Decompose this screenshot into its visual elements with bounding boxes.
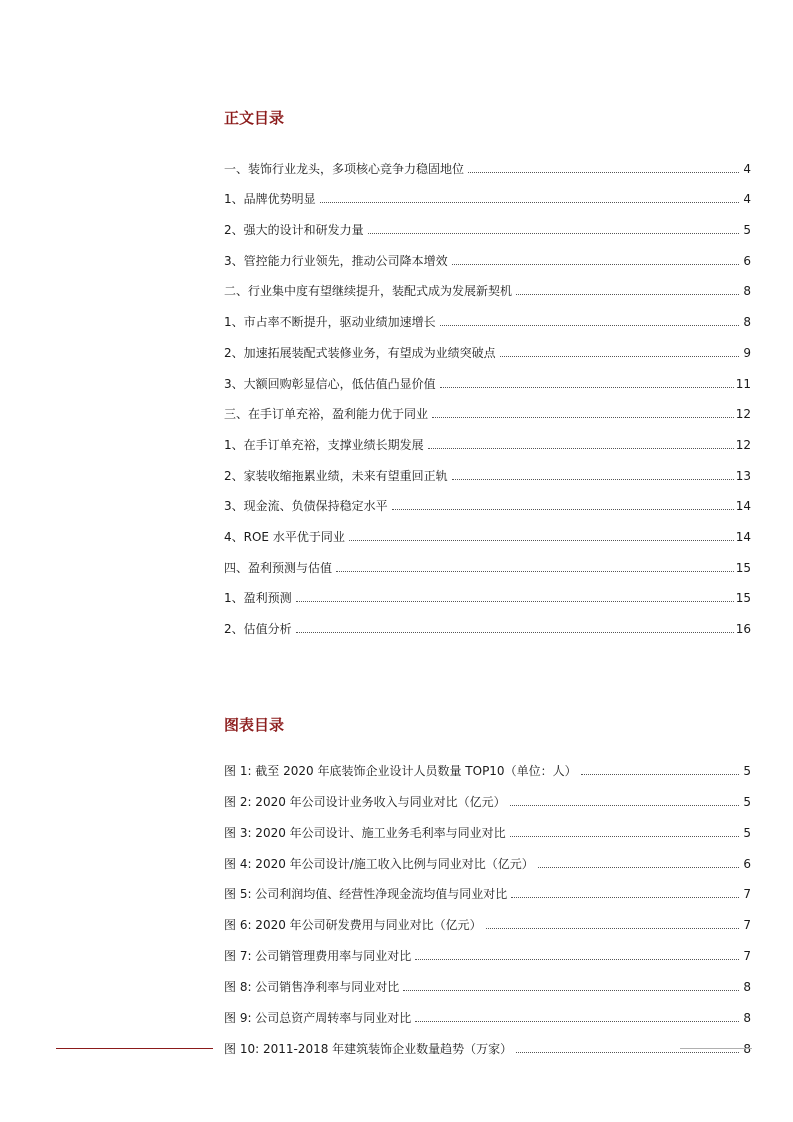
- figure-entry-page-number: 8: [743, 1041, 751, 1056]
- toc-entry-page-number: 16: [735, 622, 751, 636]
- figure-entry-text: 图 10: 2011-2018 年建筑装饰企业数量趋势（万家）: [224, 1041, 513, 1056]
- figure-entry[interactable]: [224, 748, 751, 779]
- toc-entry[interactable]: [224, 299, 751, 330]
- dot-leader: [538, 866, 739, 868]
- figure-entry[interactable]: [224, 779, 751, 810]
- toc-entry[interactable]: [224, 392, 751, 423]
- footer-divider-right: [680, 1048, 752, 1049]
- toc-entry-page-number: 11: [735, 376, 751, 391]
- figure-entry-page-number: 5: [743, 763, 751, 778]
- figure-entry-page-number: 5: [743, 825, 751, 840]
- figure-entry-text: 图 4: 2020 年公司设计/施工收入比例与同业对比（亿元）: [224, 856, 534, 871]
- dot-leader: [320, 201, 739, 203]
- figure-entry[interactable]: [224, 995, 751, 1026]
- toc-entry-text: 1、盈利预测: [224, 591, 292, 606]
- toc-entry[interactable]: [224, 453, 751, 484]
- toc-entry-text: 二、行业集中度有望继续提升，装配式成为发展新契机: [224, 284, 513, 299]
- toc-entry-page-number: 4: [743, 192, 751, 207]
- figure-entry[interactable]: [224, 933, 751, 964]
- figure-index-list: [224, 748, 751, 1057]
- figure-entry-text: 图 1: 截至 2020 年底装饰企业设计人员数量 TOP10（单位：人）: [224, 763, 577, 778]
- toc-entry[interactable]: [224, 361, 751, 392]
- toc-entry[interactable]: [224, 514, 751, 545]
- dot-leader: [403, 989, 739, 991]
- toc-entry-text: 3、管控能力行业领先，推动公司降本增效: [224, 253, 448, 268]
- toc-entry-page-number: 6: [743, 253, 751, 268]
- dot-leader: [452, 263, 739, 265]
- dot-leader: [428, 447, 734, 449]
- toc-entry[interactable]: [224, 576, 751, 607]
- toc-entry[interactable]: [224, 422, 751, 453]
- toc-entry[interactable]: [224, 330, 751, 361]
- dot-leader: [500, 355, 739, 357]
- toc-entry[interactable]: [224, 146, 751, 177]
- toc-title: 正文目录: [224, 109, 285, 127]
- toc-entry-text: 1、在手订单充裕，支撑业绩长期发展: [224, 437, 424, 452]
- toc-entry-text: 4、ROE 水平优于同业: [224, 529, 345, 544]
- toc-entry[interactable]: [224, 238, 751, 269]
- toc-entry-page-number: 8: [743, 284, 751, 299]
- dot-leader: [511, 896, 739, 898]
- figure-entry-text: 图 3: 2020 年公司设计、施工业务毛利率与同业对比: [224, 825, 506, 840]
- toc-entry[interactable]: [224, 484, 751, 515]
- dot-leader: [440, 324, 739, 326]
- figure-entry-page-number: 7: [743, 949, 751, 964]
- toc-entry-page-number: 12: [735, 407, 751, 422]
- figure-entry-page-number: 8: [743, 980, 751, 995]
- figure-entry-page-number: 8: [743, 1011, 751, 1026]
- toc-entry-text: 1、市占率不断提升，驱动业绩加速增长: [224, 315, 436, 330]
- figure-entry[interactable]: [224, 964, 751, 995]
- figure-entry-page-number: 7: [743, 918, 751, 933]
- toc-entry-page-number: 14: [735, 499, 751, 514]
- dot-leader: [349, 539, 734, 541]
- toc-list: [224, 146, 751, 637]
- toc-entry-text: 2、强大的设计和研发力量: [224, 223, 364, 238]
- toc-entry-page-number: 15: [735, 560, 751, 575]
- toc-entry-page-number: 12: [735, 437, 751, 452]
- dot-leader: [440, 386, 734, 388]
- toc-entry-text: 2、家装收缩拖累业绩，未来有望重回正轨: [224, 468, 448, 483]
- dot-leader: [296, 631, 734, 633]
- figure-entry-text: 图 9: 公司总资产周转率与同业对比: [224, 1011, 412, 1026]
- dot-leader: [296, 600, 734, 602]
- figure-index-title: 图表目录: [224, 716, 285, 734]
- toc-entry[interactable]: [224, 177, 751, 208]
- toc-entry-page-number: 5: [743, 223, 751, 238]
- toc-entry-page-number: 15: [735, 591, 751, 606]
- toc-entry-page-number: 13: [735, 468, 751, 483]
- toc-entry[interactable]: [224, 545, 751, 576]
- figure-entry-text: 图 5: 公司利润均值、经营性净现金流均值与同业对比: [224, 887, 508, 902]
- dot-leader: [336, 570, 734, 572]
- toc-entry-text: 四、盈利预测与估值: [224, 560, 333, 575]
- dot-leader: [415, 958, 739, 960]
- dot-leader: [516, 293, 739, 295]
- toc-entry-text: 3、现金流、负债保持稳定水平: [224, 499, 388, 514]
- dot-leader: [432, 416, 734, 418]
- dot-leader: [486, 927, 739, 929]
- figure-entry-text: 图 2: 2020 年公司设计业务收入与同业对比（亿元）: [224, 794, 506, 809]
- dot-leader: [510, 835, 739, 837]
- toc-entry-page-number: 8: [743, 315, 751, 330]
- dot-leader: [581, 773, 739, 775]
- toc-entry-text: 1、品牌优势明显: [224, 192, 316, 207]
- figure-entry[interactable]: [224, 902, 751, 933]
- dot-leader: [415, 1020, 739, 1022]
- figure-entry-page-number: 7: [743, 887, 751, 902]
- toc-entry-text: 3、大额回购彰显信心，低估值凸显价值: [224, 376, 436, 391]
- toc-entry-page-number: 4: [743, 161, 751, 176]
- dot-leader: [468, 171, 739, 173]
- toc-entry-text: 三、在手订单充裕，盈利能力优于同业: [224, 407, 429, 422]
- toc-entry-text: 一、装饰行业龙头，多项核心竞争力稳固地位: [224, 161, 465, 176]
- dot-leader: [510, 804, 739, 806]
- dot-leader: [392, 508, 734, 510]
- toc-entry[interactable]: [224, 269, 751, 300]
- figure-entry[interactable]: [224, 1026, 751, 1057]
- footer-divider-left: [56, 1048, 213, 1049]
- toc-entry[interactable]: [224, 207, 751, 238]
- dot-leader: [516, 1051, 739, 1053]
- figure-entry[interactable]: [224, 810, 751, 841]
- figure-entry-text: 图 7: 公司销管理费用率与同业对比: [224, 949, 412, 964]
- toc-entry-text: 2、加速拓展装配式装修业务，有望成为业绩突破点: [224, 345, 496, 360]
- figure-entry-page-number: 6: [743, 856, 751, 871]
- figure-entry-page-number: 5: [743, 794, 751, 809]
- toc-entry-text: 2、估值分析: [224, 622, 292, 636]
- dot-leader: [368, 232, 739, 234]
- toc-entry-page-number: 14: [735, 529, 751, 544]
- figure-entry-text: 图 6: 2020 年公司研发费用与同业对比（亿元）: [224, 918, 482, 933]
- figure-entry[interactable]: [224, 841, 751, 872]
- figure-entry-text: 图 8: 公司销售净利率与同业对比: [224, 980, 400, 995]
- toc-entry[interactable]: [224, 606, 751, 637]
- figure-entry[interactable]: [224, 872, 751, 903]
- toc-entry-page-number: 9: [743, 345, 751, 360]
- dot-leader: [452, 478, 734, 480]
